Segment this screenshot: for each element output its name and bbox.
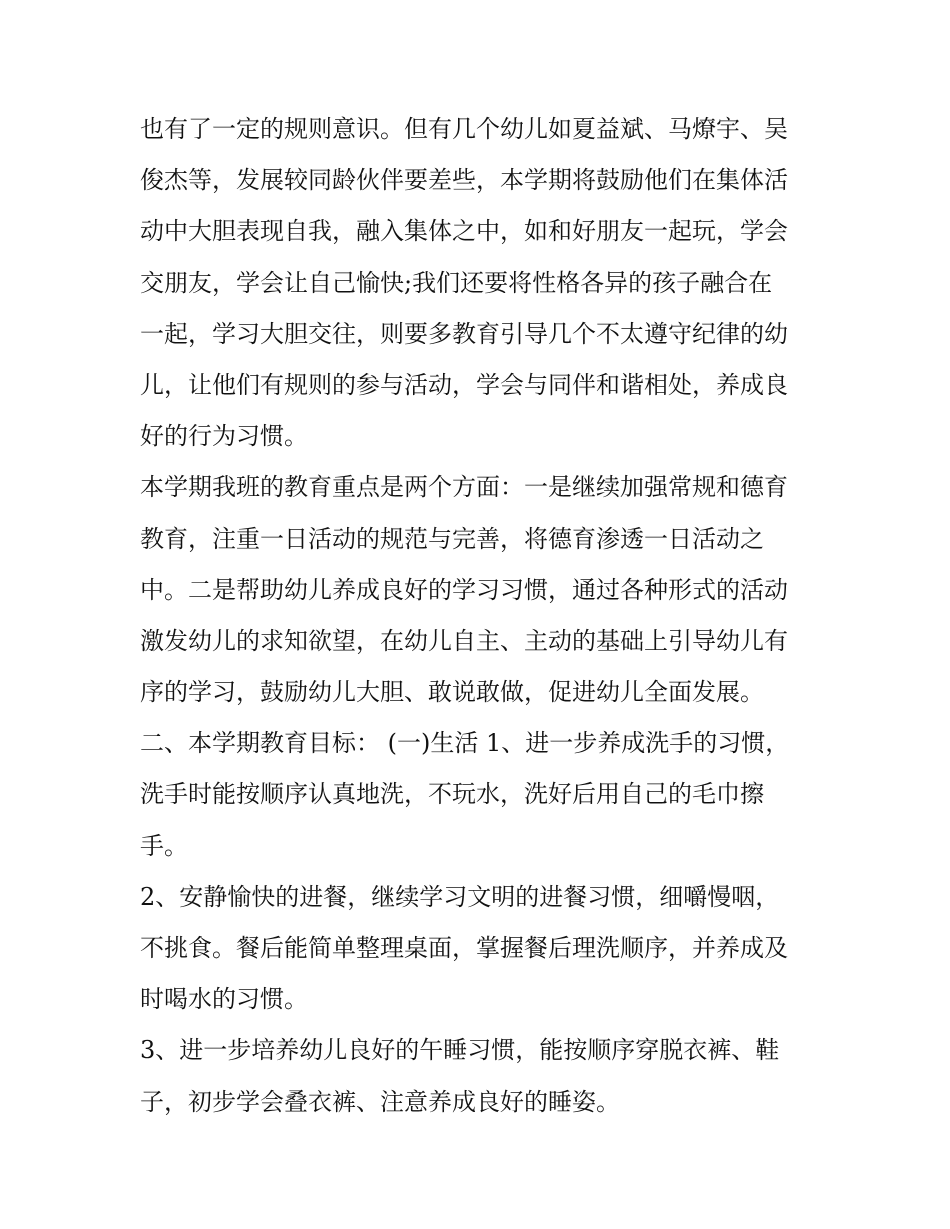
text-line: 手。 bbox=[140, 831, 188, 860]
text-line: 3、进一步培养幼儿良好的午睡习惯，能按顺序穿脱衣裤、鞋 bbox=[140, 1036, 780, 1065]
text-line: 2、安静愉快的进餐，继续学习文明的进餐习惯，细嚼慢咽， bbox=[140, 882, 780, 911]
text-line: 本学期我班的教育重点是两个方面：一是继续加强常规和德育 bbox=[140, 473, 788, 502]
text-line: 交朋友，学会让自己愉快;我们还要将性格各异的孩子融合在 bbox=[140, 268, 773, 297]
text-line: 教育，注重一日活动的规范与完善，将德育渗透一日活动之 bbox=[140, 524, 764, 553]
text-line: 好的行为习惯。 bbox=[140, 422, 308, 451]
text-line: 不挑食。餐后能简单整理桌面，掌握餐后理洗顺序，并养成及 bbox=[140, 934, 788, 962]
text-line: 一起，学习大胆交往，则要多教育引导几个不太遵守纪律的幼 bbox=[140, 319, 788, 348]
text-line: 激发幼儿的求知欲望，在幼儿自主、主动的基础上引导幼儿有 bbox=[140, 626, 788, 655]
text-line: 二、本学期教育目标： (一)生活 1、进一步养成洗手的习惯， bbox=[140, 729, 790, 758]
text-line: 俊杰等，发展较同龄伙伴要差些，本学期将鼓励他们在集体活 bbox=[140, 166, 788, 195]
document-body bbox=[140, 104, 820, 1128]
text-line: 子，初步学会叠衣裤、注意养成良好的睡姿。 bbox=[140, 1087, 620, 1116]
text-line: 时喝水的习惯。 bbox=[140, 985, 308, 1014]
text-line: 中。二是帮助幼儿养成良好的学习习惯，通过各种形式的活动 bbox=[140, 575, 788, 604]
text-line: 动中大胆表现自我，融入集体之中，如和好朋友一起玩，学会 bbox=[140, 217, 788, 246]
text-line: 洗手时能按顺序认真地洗，不玩水，洗好后用自己的毛巾擦 bbox=[140, 780, 764, 809]
text-line: 儿，让他们有规则的参与活动，学会与同伴和谐相处，养成良 bbox=[140, 370, 788, 399]
text-line: 也有了一定的规则意识。但有几个幼儿如夏益斌、马燎宇、吴 bbox=[140, 115, 788, 143]
text-line: 序的学习，鼓励幼儿大胆、敢说敢做，促进幼儿全面发展。 bbox=[140, 678, 764, 707]
